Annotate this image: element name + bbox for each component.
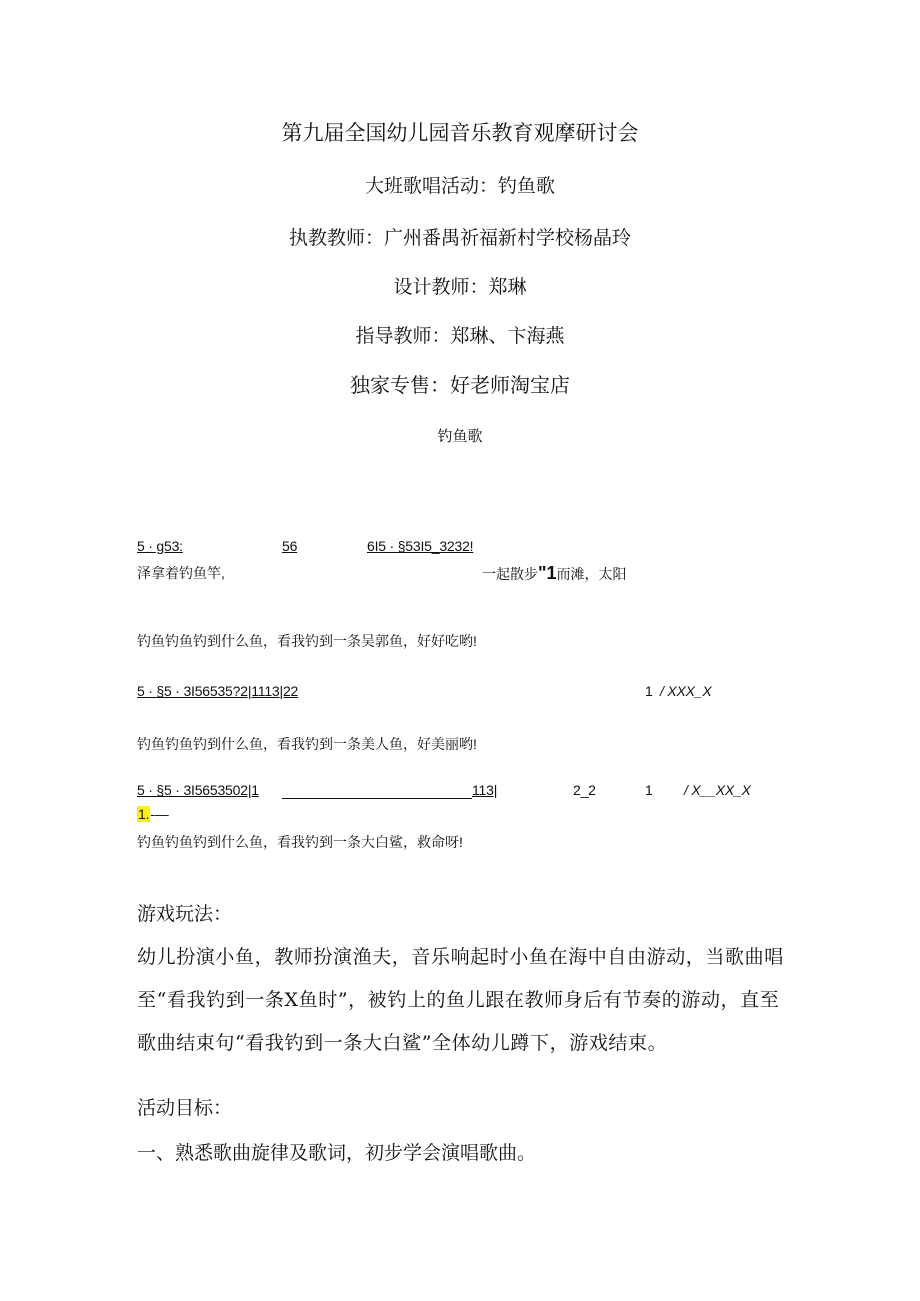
- notation-line5-c: 2_2: [573, 782, 596, 798]
- notation-line5-a: 5 · §5 · 3I5653502|1: [137, 782, 259, 798]
- lyric-line1-a: 泽拿着钓鱼竿,: [137, 565, 225, 581]
- activity-title: 大班歌唱活动：钓鱼歌: [364, 175, 555, 197]
- notation-line3-c: / XXX_X: [660, 683, 712, 699]
- designer-line: 设计教师：郑琳: [393, 276, 527, 298]
- lyric-line1-mark: "1: [538, 563, 557, 583]
- advisors-line: 指导教师：郑琳、卞海燕: [355, 325, 565, 347]
- notation-line1-c: 6I5 · §53I5_3232!: [367, 538, 474, 554]
- highlighted-note: 1.: [138, 806, 150, 822]
- song-title: 钓鱼歌: [437, 428, 483, 445]
- conference-title: 第九届全国幼儿园音乐教育观摩研讨会: [281, 121, 639, 145]
- notation-line5-e: / X__XX_X: [684, 782, 751, 798]
- notation-line6-rest: -—: [150, 806, 169, 822]
- notation-line5-underline: [282, 798, 472, 799]
- notation-line6: [137, 806, 169, 822]
- notation-line3-b: 1: [645, 683, 653, 699]
- notation-line5-d: 1: [645, 782, 653, 798]
- notation-line1-a: 5 · g53:: [137, 538, 183, 554]
- lyric-line2: 钓鱼钓鱼钓到什么鱼，看我钓到一条吴郭鱼，好好吃哟!: [137, 633, 477, 649]
- goals-heading: 活动目标：: [137, 1097, 233, 1119]
- lyric-line7: 钓鱼钓鱼钓到什么鱼，看我钓到一条大白鲨，救命呀!: [137, 834, 463, 850]
- goal-item-1: 一、熟悉歌曲旋律及歌词，初步学会演唱歌曲。: [137, 1142, 537, 1164]
- exclusive-line: 独家专售：好老师淘宝店: [350, 373, 570, 397]
- notation-line1-b: 56: [282, 538, 298, 554]
- notation-line3-a: 5 · §5 · 3I56535?2|1113|22: [137, 683, 299, 699]
- lyric-line1-b-text: 一起散步: [482, 566, 538, 582]
- lyric-line4: 钓鱼钓鱼钓到什么鱼，看我钓到一条美人鱼，好美丽哟!: [137, 736, 477, 752]
- notation-line5-b: 113|: [472, 782, 498, 798]
- game-paragraph: 幼儿扮演小鱼，教师扮演渔夫，音乐响起时小鱼在海中自由游动，当歌曲唱至“看我钓到一条X鱼时”，被钓上的鱼儿跟在教师身后有节奏的游动，直至歌曲结束句“看我钓到一条大白鲨”全体幼儿蹲下，游戏结束。: [137, 946, 784, 1054]
- game-heading: 游戏玩法：: [137, 903, 233, 925]
- teacher-line: 执教教师：广州番禺祈福新村学校杨晶玲: [288, 227, 631, 249]
- lyric-line1-b: [482, 563, 627, 584]
- lyric-line1-d-text: 而滩，太阳: [556, 566, 627, 582]
